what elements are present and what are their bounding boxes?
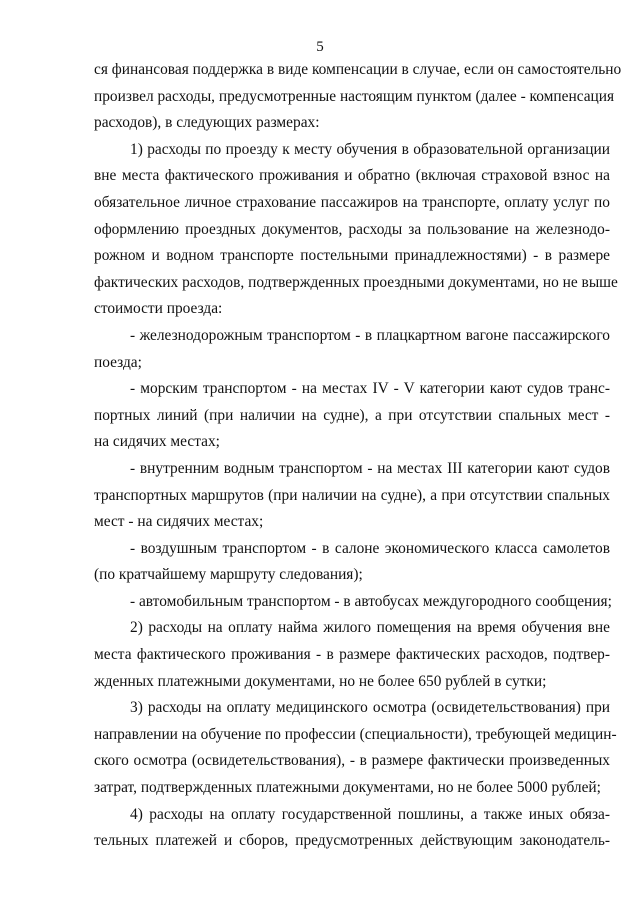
text-line: - внутренним водным транспортом - на местах III категории кают судов: [130, 459, 610, 477]
page-number: 5: [316, 39, 324, 55]
text-line: поезда;: [94, 353, 142, 371]
text-line: транспортных маршрутов (при наличии на судне), а при отсутствии спальных: [94, 486, 610, 504]
text-line: оформлению проездных документов, расходы за пользование на железнодо-: [94, 220, 610, 238]
text-line: произвел расходы, предусмотренные настоящим пунктом (далее - компенсация: [94, 87, 615, 105]
body-text: [94, 57, 622, 855]
text-line: 1) расходы по проезду к месту обучения в образовательной организации: [130, 140, 610, 158]
text-line: портных линий (при наличии на судне), а при отсутствии спальных мест -: [94, 406, 610, 424]
text-line: ского осмотра (освидетельствования), - в размере фактически произведенных: [94, 752, 610, 770]
text-line: - воздушным транспортом - в салоне экономического класса самолетов: [130, 539, 610, 557]
text-line: стоимости проезда:: [94, 300, 223, 318]
text-line: затрат, подтвержденных платежными документами, но не более 5000 рублей;: [94, 779, 601, 797]
text-line: на сидячих местах;: [94, 433, 220, 451]
text-line: места фактического проживания - в размере фактических расходов, подтвер-: [94, 646, 610, 664]
text-line: - автомобильным транспортом - в автобусах междугородного сообщения;: [130, 592, 612, 610]
text-line: жденных платежными документами, но не более 650 рублей в сутки;: [94, 672, 547, 690]
text-line: направлении на обучение по профессии (специальности), требующей медицин-: [94, 725, 617, 743]
text-line: 2) расходы на оплату найма жилого помещения на время обучения вне: [130, 619, 610, 637]
text-line: 4) расходы на оплату государственной пошлины, а также иных обяза-: [130, 805, 610, 823]
text-line: 3) расходы на оплату медицинского осмотра (освидетельствования) при: [130, 699, 610, 717]
text-line: обязательное личное страхование пассажиров на транспорте, оплату услуг по: [94, 193, 610, 211]
text-line: рожном и водном транспорте постельными принадлежностями) - в размере: [94, 247, 610, 265]
text-line: мест - на сидячих местах;: [94, 513, 264, 531]
text-line: фактических расходов, подтвержденных проездными документами, но не выше: [94, 273, 618, 291]
text-line: ся финансовая поддержка в виде компенсации в случае, если он самостоятельно: [94, 61, 622, 78]
text-line: (по кратчайшему маршруту следования);: [94, 566, 363, 584]
text-line: вне места фактического проживания и обратно (включая страховой взнос на: [94, 167, 610, 185]
text-line: - морским транспортом - на местах IV - V категории кают судов транс-: [130, 380, 610, 398]
text-line: - железнодорожным транспортом - в плацкартном вагоне пассажирского: [130, 326, 610, 344]
text-line: тельных платежей и сборов, предусмотренных действующим законодатель-: [94, 832, 610, 850]
text-line: расходов), в следующих размерах:: [94, 114, 320, 132]
